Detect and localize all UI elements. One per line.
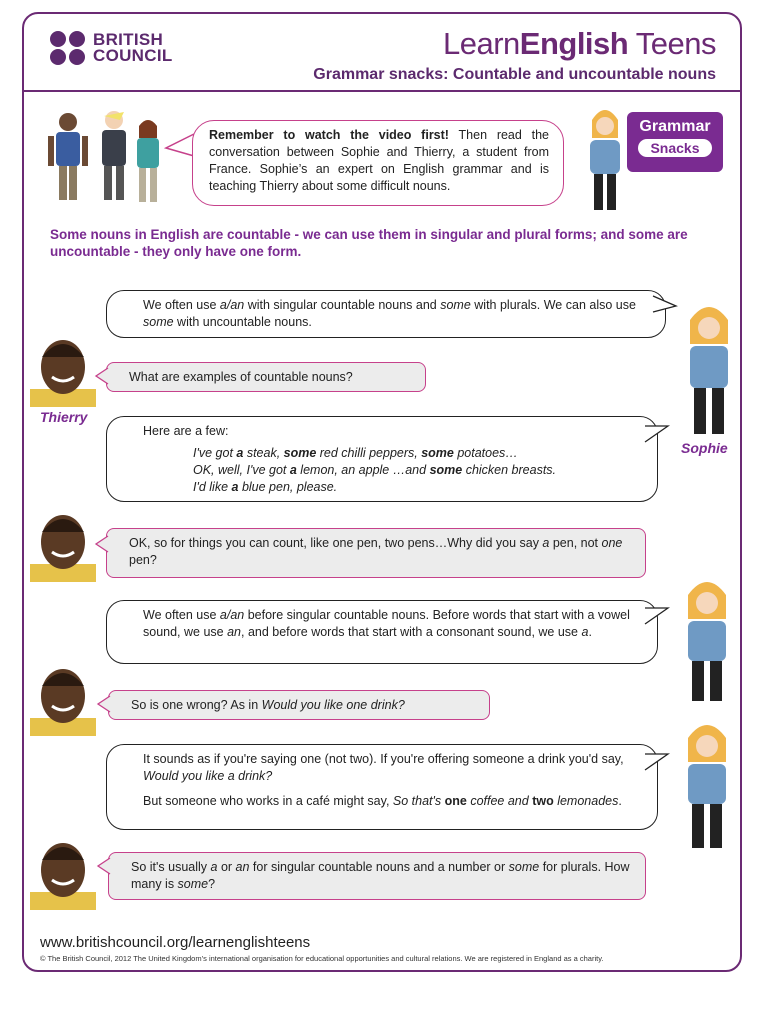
thierry-name-label: Thierry <box>40 409 88 425</box>
thierry-bubble-3-tail <box>96 694 112 714</box>
thierry-bubble-2-tail <box>94 534 110 554</box>
sophie-avatar-2 <box>676 575 738 705</box>
students-group-illustration <box>40 108 170 216</box>
page-subtitle: Grammar snacks: Countable and uncountable nouns <box>313 66 716 83</box>
sophie-avatar-3 <box>676 718 738 852</box>
intro-box <box>192 120 564 206</box>
thierry-bubble-1: What are examples of countable nouns? <box>106 362 426 392</box>
logo-line-1: BRITISH <box>93 30 164 49</box>
thierry-avatar-4 <box>30 836 96 910</box>
british-council-logo[interactable] <box>50 31 173 65</box>
badge-line-1: Grammar <box>639 118 711 135</box>
footer-copyright: © The British Council, 2012 The United Kingdom’s international organisation for educational opportunities and cultural relations. We are registered in England as a charity. <box>40 954 604 963</box>
thierry-avatar-2 <box>30 508 96 582</box>
sophie-avatar-1 <box>678 300 740 440</box>
logo-line-2: COUNCIL <box>93 46 173 65</box>
sophie-bubble-3-tail <box>644 604 670 628</box>
footer-url-link[interactable]: www.britishcouncil.org/learnenglishteens <box>40 934 311 951</box>
sophie-bubble-2: Here are a few: I've got a steak, some red chilli peppers, some potatoes… OK, well, I've got a lemon, an apple …and some chicken breasts. I'd like a blue pen, please. <box>106 416 658 502</box>
grammar-snacks-badge <box>627 112 723 172</box>
badge-line-2: Snacks <box>638 139 712 157</box>
thierry-bubble-4-tail <box>96 856 112 876</box>
sophie-bubble-2-tail <box>644 422 670 446</box>
logo-dots-icon <box>50 31 86 65</box>
sophie-intro-illustration <box>580 104 630 216</box>
thierry-avatar-3 <box>30 662 96 736</box>
sophie-bubble-4: It sounds as if you're saying one (not two). If you're offering someone a drink you'd say, Would you like a drink? But someone who works in a café might say, So that's one coffee and two lemonades. <box>106 744 658 830</box>
sophie-bubble-1-tail <box>652 292 678 316</box>
sophie-bubble-4-tail <box>644 750 670 774</box>
intro-bold: Remember to watch the video first! <box>209 128 449 142</box>
intro-text: Then read the conversation between Sophie and Thierry, a student from France. Sophie’s an expert on English grammar and is teaching Thierry about some difficult nouns. <box>209 128 549 193</box>
thierry-avatar-1 <box>30 333 96 407</box>
learnenglish-teens-title: LearnEnglish Teens <box>442 26 716 61</box>
thierry-bubble-3: So is one wrong? As in Would you like one drink? <box>108 690 490 720</box>
lead-paragraph: Some nouns in English are countable - we can use them in singular and plural forms; and some are uncountable - they only have one form. <box>50 227 688 259</box>
sophie-bubble-1: We often use a/an with singular countable nouns and some with plurals. We can also use some with uncountable nouns. <box>106 290 666 338</box>
thierry-bubble-2: OK, so for things you can count, like one pen, two pens…Why did you say a pen, not one pen? <box>106 528 646 578</box>
sophie-name-label: Sophie <box>681 440 728 456</box>
header-divider <box>24 90 740 92</box>
thierry-bubble-4: So it's usually a or an for singular countable nouns and a number or some for plurals. How many is some? <box>108 852 646 900</box>
sophie-bubble-3: We often use a/an before singular countable nouns. Before words that start with a vowel sound, we use an, and before words that start with a consonant sound, we use a. <box>106 600 658 664</box>
thierry-bubble-1-tail <box>94 366 110 386</box>
